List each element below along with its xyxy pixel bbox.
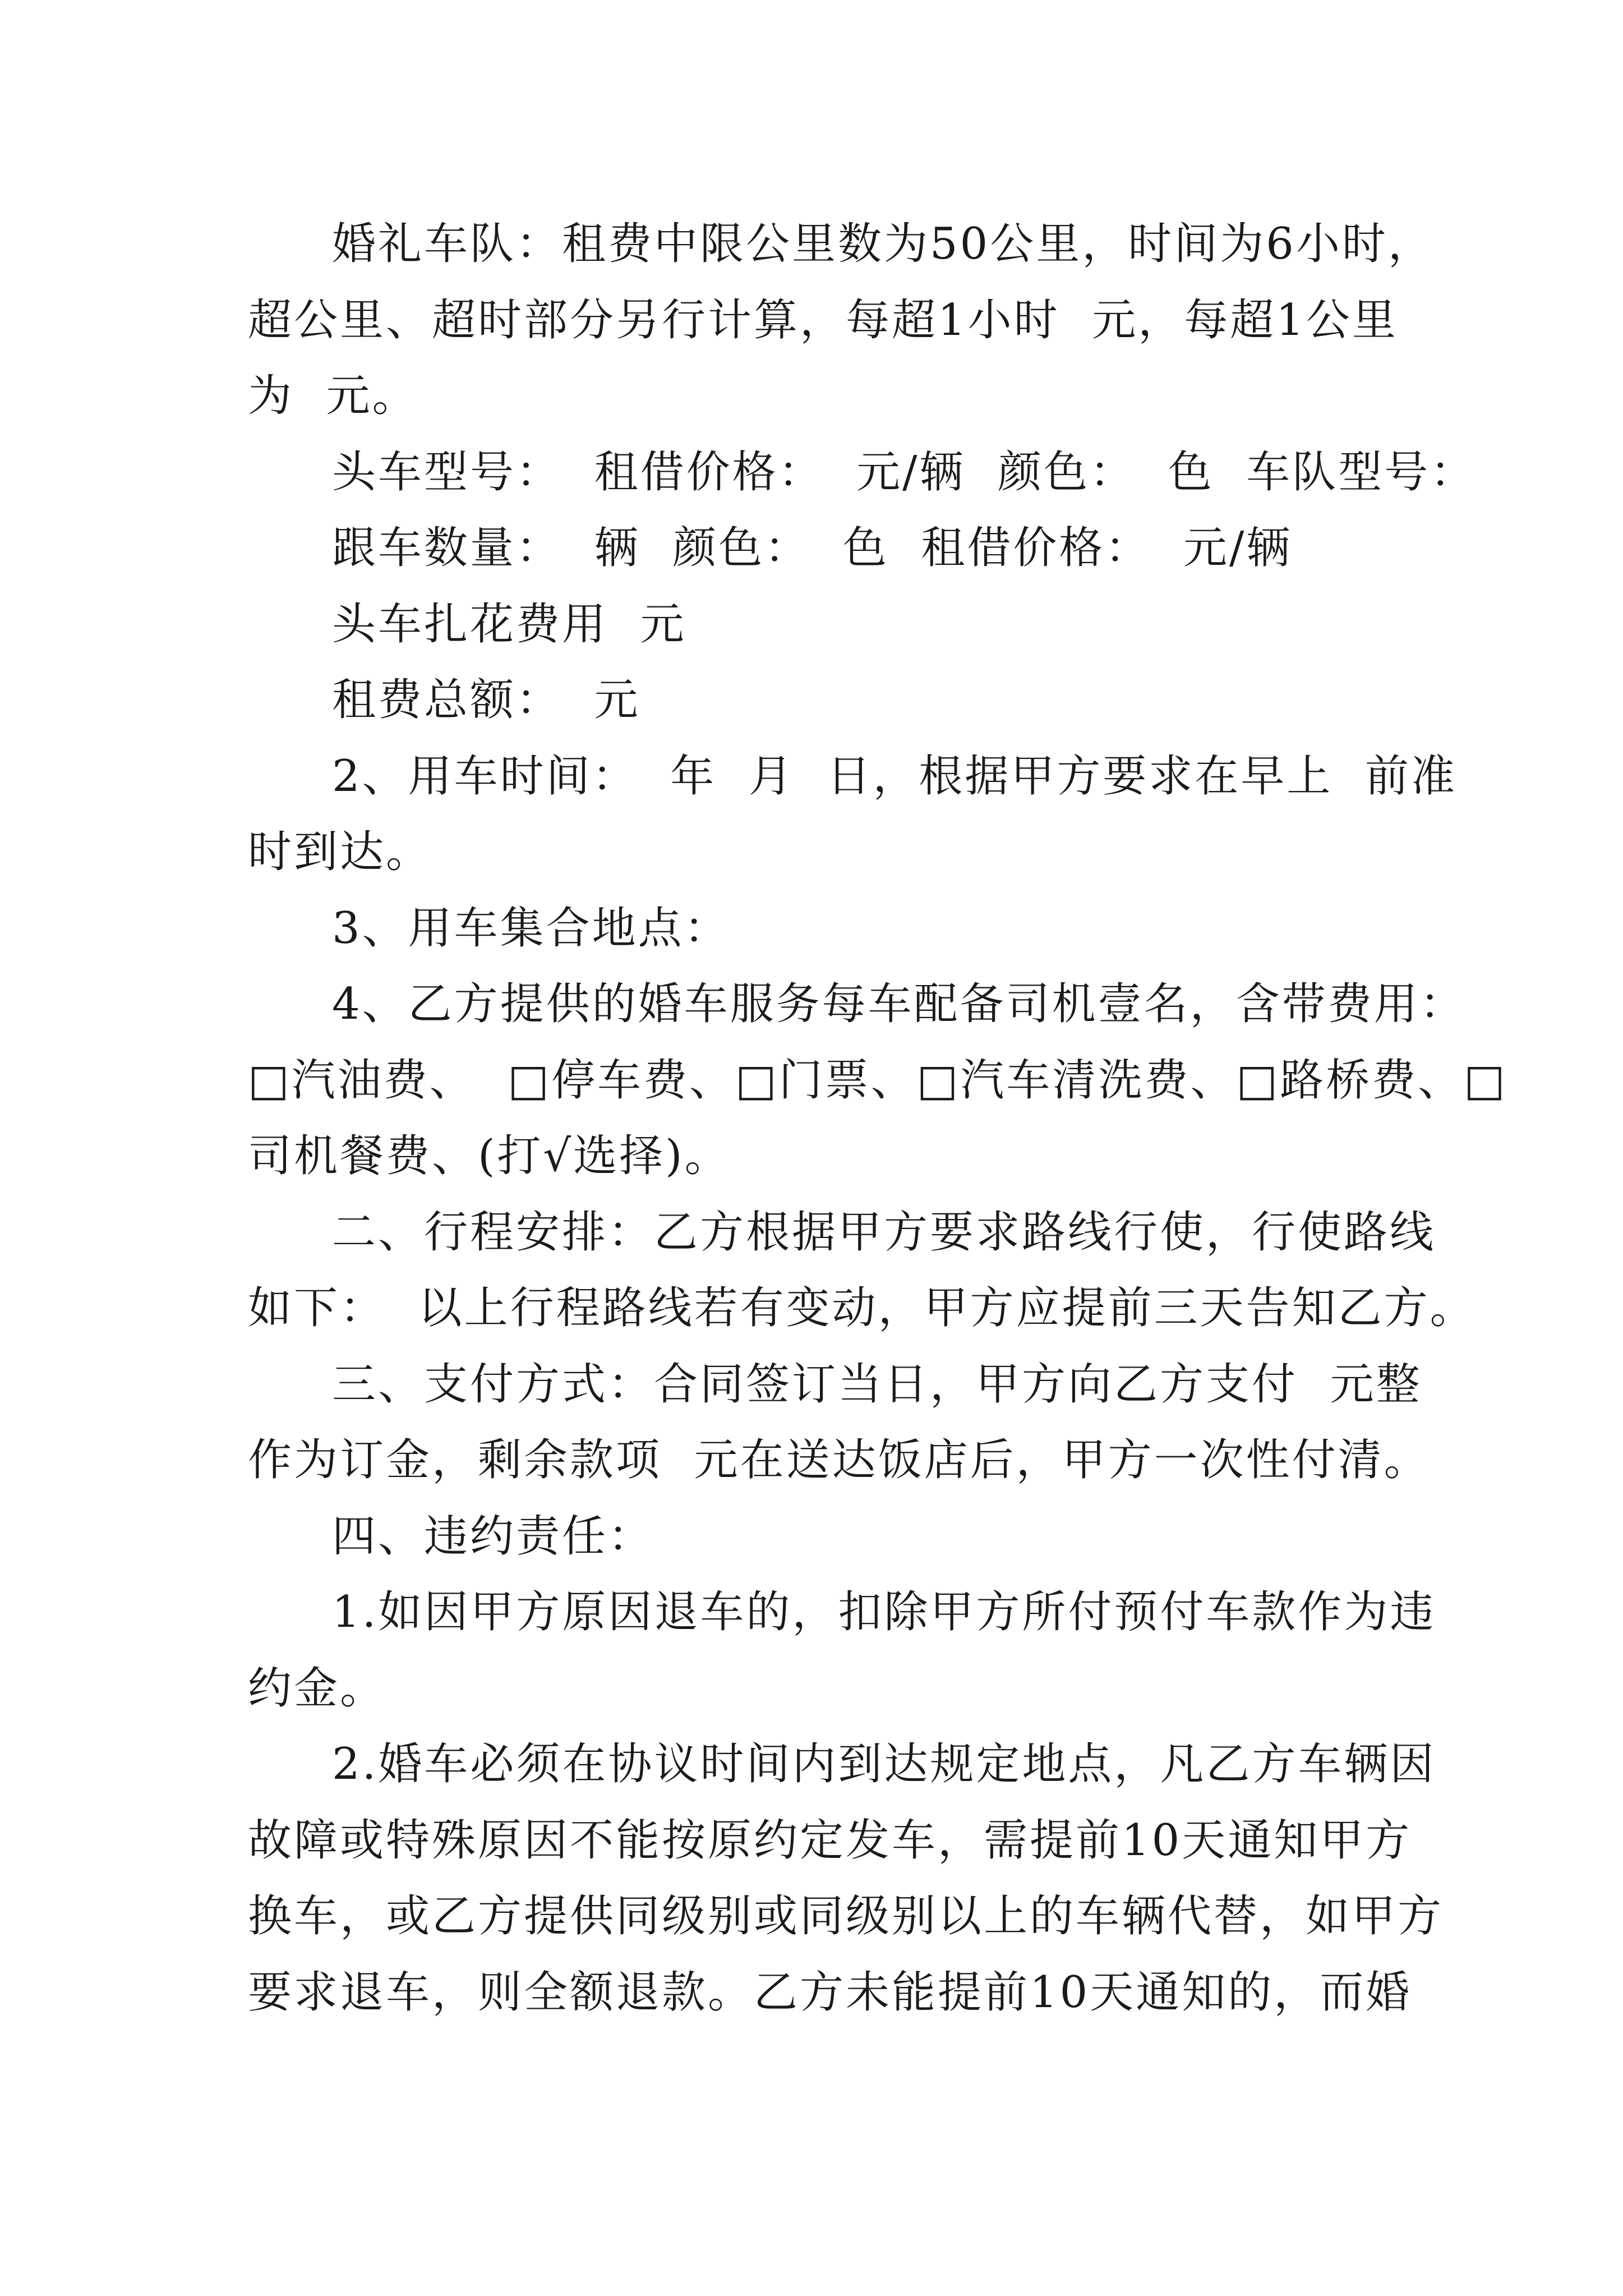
paragraph-line: 四、违约责任： [332,1511,654,1562]
paragraph-line: 要求退车，则全额退款。乙方未能提前10天通知的，而婚 [248,1967,1412,2018]
paragraph-line: 时到达。 [248,827,432,877]
paragraph-line: 司机餐费、(打√选择)。 [248,1131,731,1181]
paragraph-line: 3、用车集合地点： [332,903,730,954]
paragraph-line: 头车型号： 租借价格： 元/辆 颜色： 色 车队型号： [332,447,1477,498]
paragraph-line: 故障或特殊原因不能按原约定发车，需提前10天通知甲方 [248,1815,1412,1866]
paragraph-line: 租费总额： 元 [332,675,640,725]
paragraph-line: 超公里、超时部分另行计算，每超1小时 元，每超1公里 [248,295,1398,346]
paragraph-line: 2、用车时间： 年 月 日，根据甲方要求在早上 前准 [332,751,1457,802]
paragraph-line: 2.婚车必须在协议时间内到达规定地点，凡乙方车辆因 [332,1739,1436,1789]
paragraph-line: 1.如因甲方原因退车的，扣除甲方所付预付车款作为违 [332,1587,1436,1637]
paragraph-line: 作为订金，剩余款项 元在送达饭店后，甲方一次性付清。 [248,1435,1430,1485]
paragraph-line: 换车，或乙方提供同级别或同级别以上的车辆代替，如甲方 [248,1891,1444,1941]
paragraph-line: 为 元。 [248,371,418,421]
paragraph-line: 头车扎花费用 元 [332,599,686,650]
paragraph-line: 婚礼车队：租费中限公里数为50公里，时间为6小时， [332,219,1434,269]
paragraph-line: 约金。 [248,1663,386,1714]
paragraph-line: 如下： 以上行程路线若有变动，甲方应提前三天告知乙方。 [248,1283,1476,1333]
paragraph-line: 二、行程安排：乙方根据甲方要求路线行使，行使路线 [332,1207,1436,1258]
paragraph-line: 三、支付方式：合同签订当日，甲方向乙方支付 元整 [332,1359,1422,1410]
paragraph-line: 跟车数量： 辆 颜色： 色 租借价格： 元/辆 [332,523,1293,573]
paragraph-line: 4、乙方提供的婚车服务每车配备司机壹名，含带费用： [332,979,1466,1029]
paragraph-line: □汽油费、 □停车费、□门票、□汽车清洗费、□路桥费、□ [248,1055,1507,1106]
